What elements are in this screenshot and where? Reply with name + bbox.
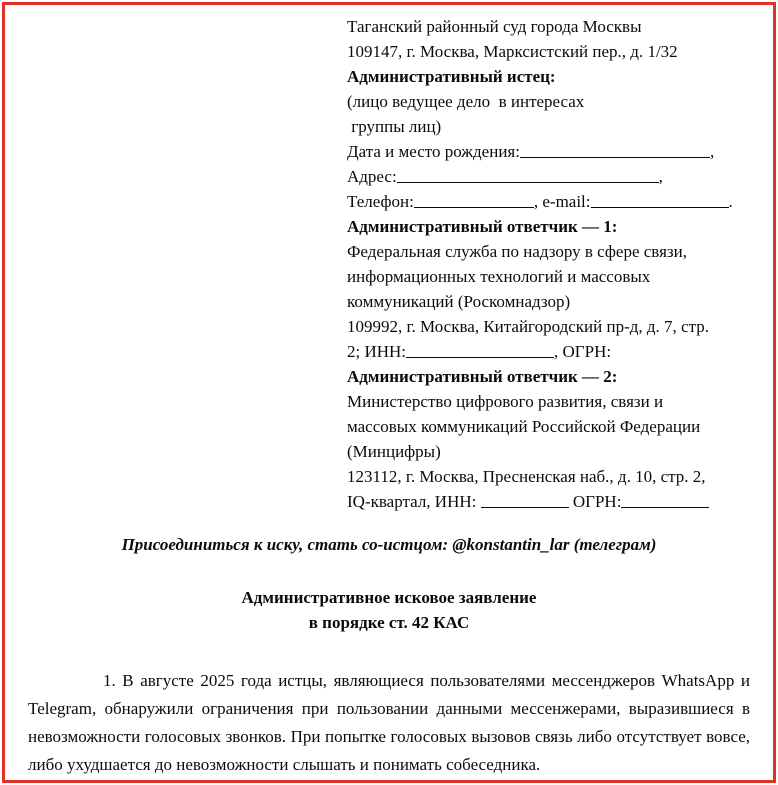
respondent-1-name-line-3: коммуникаций (Роскомнадзор) [347,292,571,311]
respondent-1-inn-blank[interactable] [406,342,554,358]
respondent-1-address: 109992, г. Москва, Китайгородский пр-д, д. 7, стр. [347,317,709,336]
document-title-line-2: в порядке ст. 42 КАС [308,613,470,632]
respondent-1-inn-ogrn-field [347,339,751,364]
respondent-2-heading: Административный ответчик — 2: [347,367,618,386]
plaintiff-heading: Административный истец: [347,67,556,86]
plaintiff-phone-blank[interactable] [414,192,534,208]
respondent-1-heading: Административный ответчик — 1: [347,217,618,236]
respondent-2-ogrn-blank[interactable] [621,492,709,508]
plaintiff-address-blank[interactable] [397,167,659,183]
document-title [28,585,750,635]
court-address: 109147, г. Москва, Марксистский пер., д. 1/32 [347,42,678,61]
respondent-2-name-line-3: (Минцифры) [347,442,441,461]
addressee-block [347,14,751,514]
respondent-1-name-line-1: Федеральная служба по надзору в сфере связи, [347,242,687,261]
court-name: Таганский районный суд города Москвы [347,17,642,36]
respondent-2-inn-label: IQ-квартал, ИНН: [347,492,477,511]
plaintiff-address-suffix: , [658,167,663,186]
plaintiff-birth-field [347,139,751,164]
plaintiff-note-line-2: группы лиц) [347,117,442,136]
respondent-1-inn-label: 2; ИНН: [347,342,407,361]
plaintiff-email-blank[interactable] [591,192,729,208]
plaintiff-contact-field [347,189,751,214]
respondent-1-name-line-2: информационных технологий и массовых [347,267,651,286]
plaintiff-address-field [347,164,751,189]
respondent-2-inn-ogrn-field [347,489,751,514]
join-claim-cta[interactable]: Присоединиться к иску, стать со-истцом: @konstantin_lar (телеграм) [121,535,657,554]
respondent-1-ogrn-label: , ОГРН: [554,342,612,361]
plaintiff-birth-blank[interactable] [520,142,710,158]
plaintiff-note-line-1: (лицо ведущее дело в интересах [347,92,585,111]
plaintiff-birth-suffix: , [709,142,715,161]
respondent-2-name-line-1: Министерство цифрового развития, связи и [347,392,664,411]
respondent-2-ogrn-label: ОГРН: [572,492,622,511]
respondent-2-inn-blank[interactable] [481,492,569,508]
plaintiff-address-label: Адрес: [347,167,397,186]
plaintiff-email-label: , e-mail: [533,192,591,211]
body-paragraph-1: 1. В августе 2025 года истцы, являющиеся пользователями мессенджеров WhatsApp и Telegram, обнаружили ограничения при пользовании данными мессенжерами, выразившиеся в невозможности голосовых звонков. При попытке голосовых вызовов связь либо отсутствует вовсе, либо ухудшается до невозможности слышать и понимать собеседника. [28,671,750,774]
respondent-2-name-line-2: массовых коммуникаций Российской Федерации [347,417,701,436]
plaintiff-birth-label: Дата и место рождения: [347,142,520,161]
plaintiff-phone-label: Телефон: [347,192,414,211]
plaintiff-contact-suffix: . [728,192,733,211]
document-title-line-1: Административное исковое заявление [241,588,537,607]
respondent-2-address: 123112, г. Москва, Пресненская наб., д. 10, стр. 2, [347,467,706,486]
